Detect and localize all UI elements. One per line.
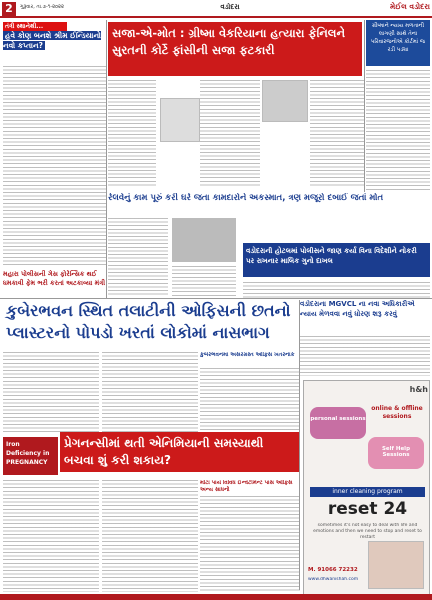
pregnancy-body-1 [3,480,99,592]
lead-photo-portrait [160,98,200,142]
iron-deficiency-tag: Iron Deficiency in PREGNANCY [3,437,58,475]
lead-photo-accused [262,80,308,122]
ad-reset-title: reset 24 [327,499,408,519]
page-number: 2 [2,2,16,16]
ad-site: www.dhwanishah.com [308,577,359,582]
ad-reset-sub: sometimes it's not easy to deal with life and emotions and then we need to stop and reset to restart [313,523,422,540]
column-rule [106,20,107,298]
ad-personal-sessions-pill: personal sessions [310,407,366,439]
pregnancy-body-3 [200,496,300,592]
ad-brand: h&h [409,385,428,394]
kuber-body-1 [3,352,99,432]
police-headline: વડોદરાની હોટલમાં પોલીસને જાણ કર્યા વિના વિદેશીને નોકરી પર રાખનાર માલિક ગુનો દાખલ [243,243,430,277]
police-body [243,282,430,298]
city-name: વડોદરા [220,3,240,11]
mgvcl-headline: વડોદરાના MGVCL ના નવા અધિકારીએ ન્યાય મેળવવા નવું ધોરણ શરૂ કરવું [300,300,415,318]
mgvcl-body [300,336,430,376]
header-rule [0,16,432,18]
kuber-body-3 [200,368,300,432]
mid-left-headline: મહારા પોલીસની ગેસ ફોરેન્સિક થઈ ધમકાવી ફેમ ભરી કરતાં અટકાવ્યા મંત્રી [3,270,106,287]
section-rule [0,298,432,299]
rail-accident-headline: રેલવેનું કામ પૂરું કરી ઘરે જતા કામદારોને અકસ્માત, ત્રણ મજૂરો દબાઈ જતાં મોત [108,193,384,203]
rail-photo [172,218,236,262]
editorial-kicker: તંત્રી સ્થાનેથી... [3,22,67,31]
lead-headline: સજા-એ-મોત : ગ્રીષ્મા વેકરિયાના હત્યારા ફેનિલને સુરતની કોર્ટે ફાંસીની સજા ફટકારી [108,22,362,76]
ad-online-offline: online & offline sessions [371,405,423,420]
date-line: ગુરૂવાર, તા.૭-૧-૨૦૨૨ [20,4,64,10]
lead-body-left [108,80,156,188]
ad-cta: inner cleaning program [310,487,425,497]
ad-portrait [368,541,424,589]
rail-body-2 [172,266,236,296]
column-subhead: મોટા પાયે વિવિધ ઈન્વેટીમેન્ટ પાસ ઓફિસ અન્ય સાધનો [200,480,293,493]
column-rule [299,300,300,590]
column-rule [364,20,365,192]
kuber-bhavan-headline: કુબેરભવન સ્થિત તલાટીની ઓફિસની છતનો પ્લાસ્ટરનો પોપડો ખરતાં લોકોમાં નાસભાગ [6,301,291,342]
editorial-headline: હવે કોણ બનશે શ્રીમ ઈન્ડિયાનો નવો કપ્તાન? [3,31,101,50]
ad-self-help-pill: Self Help Sessions [368,437,424,469]
rail-body [108,218,168,296]
advertisement[interactable] [303,380,430,598]
pregnancy-headline: પ્રેગનન્સીમાં થતી એનિમિયાની સમસ્યાથી બચવા શું કરી શકાય? [60,432,300,472]
lead-body-center [200,80,260,188]
footer-rule [0,594,432,600]
right-top-box: ગ્રીષ્માને ન્યાય મળતાની લાગણી સાથે તેના પરિવારજનોએ કોર્ટમાં જ રડી પડ્યા [366,20,430,66]
column-label: કુબેરભવનમાં અસરગ્રસ્ત ઓફિસ ખતરનાક [200,352,295,358]
lead-body-right [310,80,364,188]
brand-name: મેઈલ વડોદરા [390,2,430,11]
editorial-body [3,66,107,266]
ad-phone: M. 91066 72232 [308,567,358,573]
right-top-body [366,70,430,190]
kuber-body-2 [102,352,198,432]
pregnancy-body-2 [102,480,198,592]
